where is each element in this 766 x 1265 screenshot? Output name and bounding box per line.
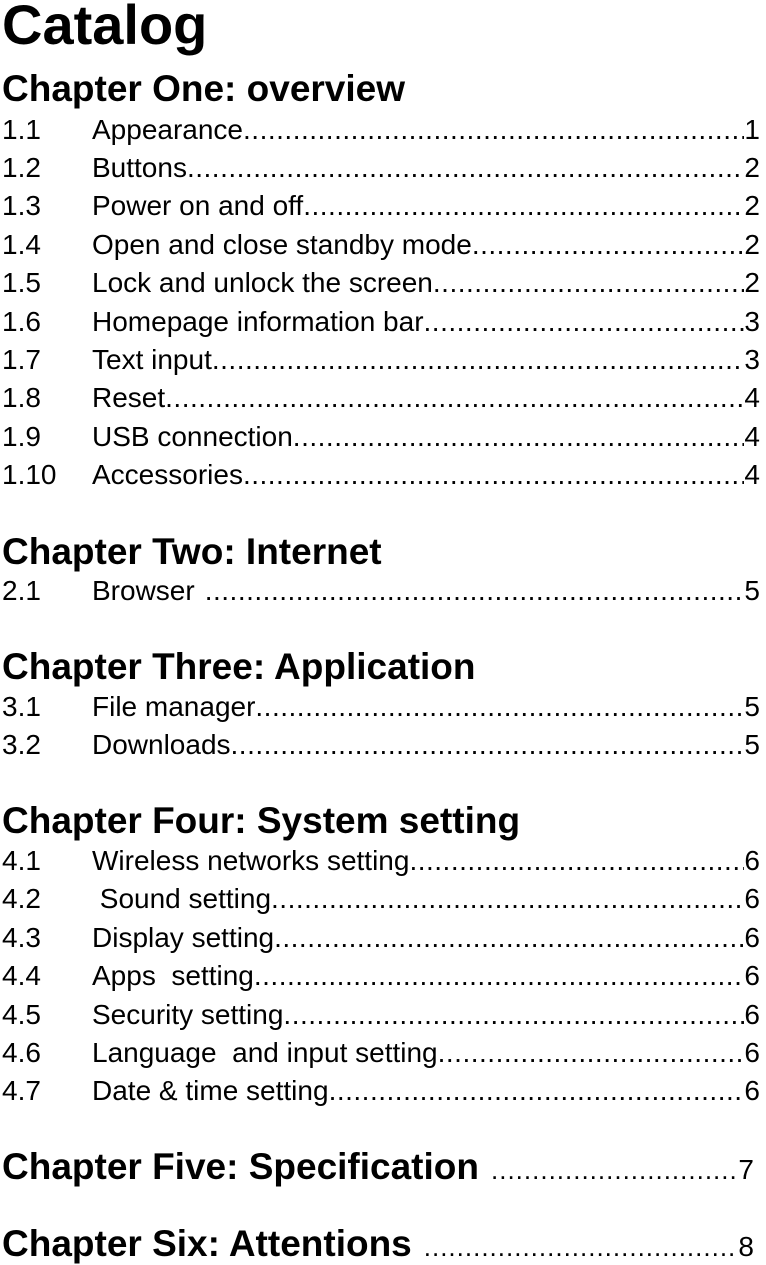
entry-title: Power on and off xyxy=(92,190,304,221)
entry-page-number: 6 xyxy=(744,922,760,953)
entry-number: 1.7 xyxy=(2,344,41,375)
entry-title: Sound setting xyxy=(92,883,272,914)
dot-leader xyxy=(438,1036,745,1070)
dot-leader xyxy=(424,1234,737,1260)
entry-number: 4.6 xyxy=(2,1037,41,1068)
entry-page-number: 2 xyxy=(744,190,760,221)
dot-leader xyxy=(293,420,745,454)
chapter-page-number: 7 xyxy=(738,1154,754,1185)
entry-number: 4.2 xyxy=(2,883,41,914)
dot-leader xyxy=(424,305,745,339)
entry-number: 1.3 xyxy=(2,190,41,221)
entry-page-number: 5 xyxy=(744,575,760,606)
entry-page-number: 6 xyxy=(744,1075,760,1106)
dot-leader xyxy=(231,728,745,762)
entry-page-number: 6 xyxy=(744,845,760,876)
entry-number: 4.3 xyxy=(2,922,41,953)
toc-entry[interactable] xyxy=(2,574,764,608)
dot-leader xyxy=(212,343,745,377)
toc-entry[interactable] xyxy=(2,266,764,300)
entry-page-number: 6 xyxy=(744,1037,760,1068)
entry-number: 3.2 xyxy=(2,729,41,760)
entry-title: Appearance xyxy=(92,114,244,145)
entry-title: Apps setting xyxy=(92,960,254,991)
chapter-page-number: 8 xyxy=(738,1231,754,1262)
chapter-heading-text: Chapter Five: Specification xyxy=(2,1146,479,1187)
entry-title: Text input xyxy=(92,344,212,375)
toc-entry[interactable] xyxy=(2,420,764,454)
entry-page-number: 4 xyxy=(744,382,760,413)
entry-page-number: 3 xyxy=(744,306,760,337)
entry-number: 2.1 xyxy=(2,575,41,606)
entry-number: 1.8 xyxy=(2,382,41,413)
toc-entry[interactable] xyxy=(2,228,764,262)
toc-entry[interactable] xyxy=(2,1074,764,1108)
entry-title: USB connection xyxy=(92,421,293,452)
entry-number: 1.9 xyxy=(2,421,41,452)
dot-leader xyxy=(303,189,744,223)
entry-page-number: 6 xyxy=(744,883,760,914)
toc-entry[interactable] xyxy=(2,998,764,1032)
entry-page-number: 5 xyxy=(744,691,760,722)
catalog-title: Catalog xyxy=(2,0,208,56)
dot-leader xyxy=(255,690,744,724)
dot-leader xyxy=(205,574,745,608)
toc-entry[interactable] xyxy=(2,921,764,955)
entry-number: 1.4 xyxy=(2,229,41,260)
dot-leader xyxy=(243,113,744,147)
dot-leader xyxy=(472,228,745,262)
toc-entry[interactable] xyxy=(2,113,764,147)
entry-page-number: 6 xyxy=(744,960,760,991)
dot-leader xyxy=(254,959,745,993)
toc-entry[interactable] xyxy=(2,151,764,185)
chapter-heading[interactable] xyxy=(2,1225,754,1262)
toc-entry[interactable] xyxy=(2,728,764,762)
toc-entry[interactable] xyxy=(2,189,764,223)
entry-number: 1.6 xyxy=(2,306,41,337)
dot-leader xyxy=(165,381,744,415)
dot-leader xyxy=(243,458,744,492)
dot-leader xyxy=(283,998,744,1032)
entry-page-number: 4 xyxy=(744,421,760,452)
dot-leader xyxy=(274,921,744,955)
toc-entry[interactable] xyxy=(2,690,764,724)
chapter-heading: Chapter Three: Application xyxy=(2,646,476,687)
entry-number: 1.2 xyxy=(2,152,41,183)
entry-page-number: 2 xyxy=(744,267,760,298)
entry-title: Downloads xyxy=(92,729,231,760)
toc-entry[interactable] xyxy=(2,343,764,377)
entry-number: 4.4 xyxy=(2,960,41,991)
entry-number: 1.5 xyxy=(2,267,41,298)
entry-title: Homepage information bar xyxy=(92,306,424,337)
dot-leader xyxy=(409,844,744,878)
entry-number: 1.1 xyxy=(2,114,41,145)
entry-number: 4.7 xyxy=(2,1075,41,1106)
entry-title: Browser xyxy=(92,575,195,606)
entry-page-number: 4 xyxy=(744,459,760,490)
toc-entry[interactable] xyxy=(2,1036,764,1070)
entry-title: Buttons xyxy=(92,152,187,183)
toc-entry[interactable] xyxy=(2,305,764,339)
dot-leader xyxy=(433,266,745,300)
dot-leader xyxy=(187,151,744,185)
entry-title: Security setting xyxy=(92,999,284,1030)
dot-leader xyxy=(329,1074,745,1108)
entry-page-number: 1 xyxy=(744,114,760,145)
entry-title: Accessories xyxy=(92,459,243,490)
toc-entry[interactable] xyxy=(2,844,764,878)
entry-number: 4.1 xyxy=(2,845,41,876)
entry-title: Lock and unlock the screen xyxy=(92,267,433,298)
entry-title: Display setting xyxy=(92,922,275,953)
toc-entry[interactable] xyxy=(2,959,764,993)
entry-number: 4.5 xyxy=(2,999,41,1030)
toc-entry[interactable] xyxy=(2,458,764,492)
entry-title: Language and input setting xyxy=(92,1037,438,1068)
entry-page-number: 6 xyxy=(744,999,760,1030)
entry-number: 1.10 xyxy=(2,459,57,490)
entry-page-number: 2 xyxy=(744,152,760,183)
entry-page-number: 3 xyxy=(744,344,760,375)
entry-title: Date & time setting xyxy=(92,1075,329,1106)
dot-leader xyxy=(271,882,744,916)
chapter-heading: Chapter Four: System setting xyxy=(2,800,521,841)
entry-number: 3.1 xyxy=(2,691,41,722)
chapter-heading-text: Chapter Six: Attentions xyxy=(2,1223,412,1264)
chapter-heading: Chapter One: overview xyxy=(2,68,406,109)
dot-leader xyxy=(491,1157,736,1183)
chapter-heading[interactable] xyxy=(2,1148,754,1185)
entry-page-number: 2 xyxy=(744,229,760,260)
entry-title: File manager xyxy=(92,691,256,722)
entry-title: Open and close standby mode xyxy=(92,229,472,260)
toc-entry[interactable] xyxy=(2,882,764,916)
toc-entry[interactable] xyxy=(2,381,764,415)
entry-title: Wireless networks setting xyxy=(92,845,410,876)
entry-page-number: 5 xyxy=(744,729,760,760)
chapter-heading: Chapter Two: Internet xyxy=(2,531,382,572)
entry-title: Reset xyxy=(92,382,166,413)
